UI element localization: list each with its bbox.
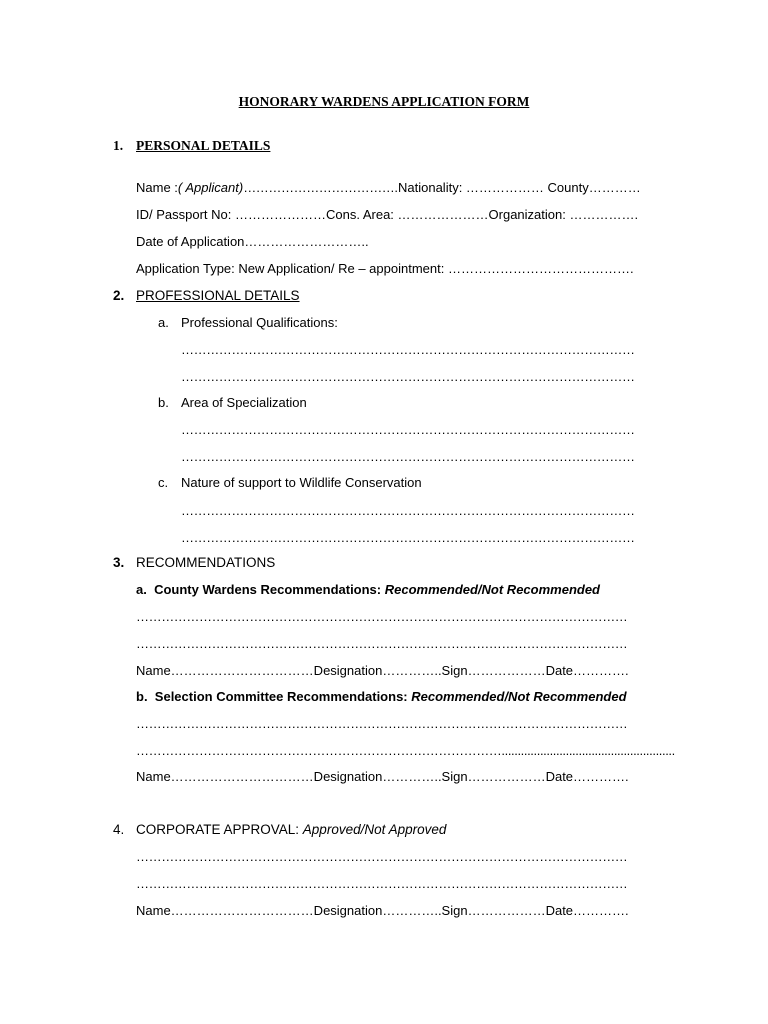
date-of-application-line: Date of Application……………………….. [136, 234, 369, 249]
section-2-heading: PROFESSIONAL DETAILS [136, 288, 300, 303]
approval-options: Approved/Not Approved [302, 822, 447, 837]
section-3-heading: RECOMMENDATIONS [136, 555, 276, 570]
name-nationality-line [136, 180, 641, 196]
qualifications-dotted-line: ……………………………………………………………………………………………… [181, 369, 635, 384]
county-sign-line: Name……………………………Designation…………..Sign………………Date…………. [136, 663, 629, 678]
qualifications-dotted-line: ……………………………………………………………………………………………… [181, 342, 635, 357]
section-3-number: 3. [113, 555, 125, 570]
item-a-marker: a. [158, 315, 169, 330]
corporate-approval [136, 822, 446, 838]
section-1-heading: PERSONAL DETAILS [136, 138, 271, 153]
committee-dotted-line: ……………………………………………………………………………………………………… [136, 716, 628, 731]
section-4-number: 4. [113, 822, 125, 837]
area-of-specialization-label: Area of Specialization [181, 395, 307, 410]
section-1-number: 1. [113, 138, 124, 153]
professional-qualifications-label: Professional Qualifications: [181, 315, 338, 330]
county-label: County Wardens Recommendations: [154, 582, 385, 597]
form-title: HONORARY WARDENS APPLICATION FORM [238, 94, 530, 109]
approval-dotted-line: ……………………………………………………………………………………………………… [136, 876, 628, 891]
approval-dotted-line: ……………………………………………………………………………………………………… [136, 849, 628, 864]
section-2-number: 2. [113, 288, 125, 303]
committee-label: Selection Committee Recommendations: [154, 689, 412, 704]
committee-options: Recommended/Not Recommended [411, 689, 627, 704]
county-dotted-line: ……………………………………………………………………………………………………… [136, 636, 628, 651]
nature-of-support-label: Nature of support to Wildlife Conservation [181, 475, 422, 490]
county-options: Recommended/Not Recommended [384, 582, 600, 597]
name-dots: ……………………………… [243, 180, 395, 195]
name-label: Name : [136, 180, 178, 195]
county-wardens-recommendation [136, 582, 600, 598]
support-dotted-line: ……………………………………………………………………………………………… [181, 530, 635, 545]
committee-marker: b. [136, 689, 148, 704]
application-type-line: Application Type: New Application/ Re – appointment: ……………………………………. [136, 261, 634, 276]
name-hint: ( Applicant) [177, 180, 244, 195]
section-4-heading: CORPORATE APPROVAL: [136, 822, 303, 837]
approval-sign-line: Name……………………………Designation…………..Sign………………Date…………. [136, 903, 629, 918]
item-b-marker: b. [158, 395, 169, 410]
county-dotted-line: ……………………………………………………………………………………………………… [136, 609, 628, 624]
committee-sign-line: Name……………………………Designation…………..Sign………………Date…………. [136, 769, 629, 784]
id-passport-line: ID/ Passport No: …………………Cons. Area: …………………Organization: ……………. [136, 207, 639, 222]
specialization-dotted-line: ……………………………………………………………………………………………… [181, 422, 635, 437]
committee-dotted-line: ……………………………………………………………………………...................................................... [136, 743, 675, 758]
selection-committee-recommendation [136, 689, 627, 705]
nationality-county: .Nationality: ……………… County………… [394, 180, 641, 195]
county-marker: a. [136, 582, 147, 597]
specialization-dotted-line: ……………………………………………………………………………………………… [181, 449, 635, 464]
item-c-marker: c. [158, 475, 169, 490]
support-dotted-line: ……………………………………………………………………………………………… [181, 503, 635, 518]
